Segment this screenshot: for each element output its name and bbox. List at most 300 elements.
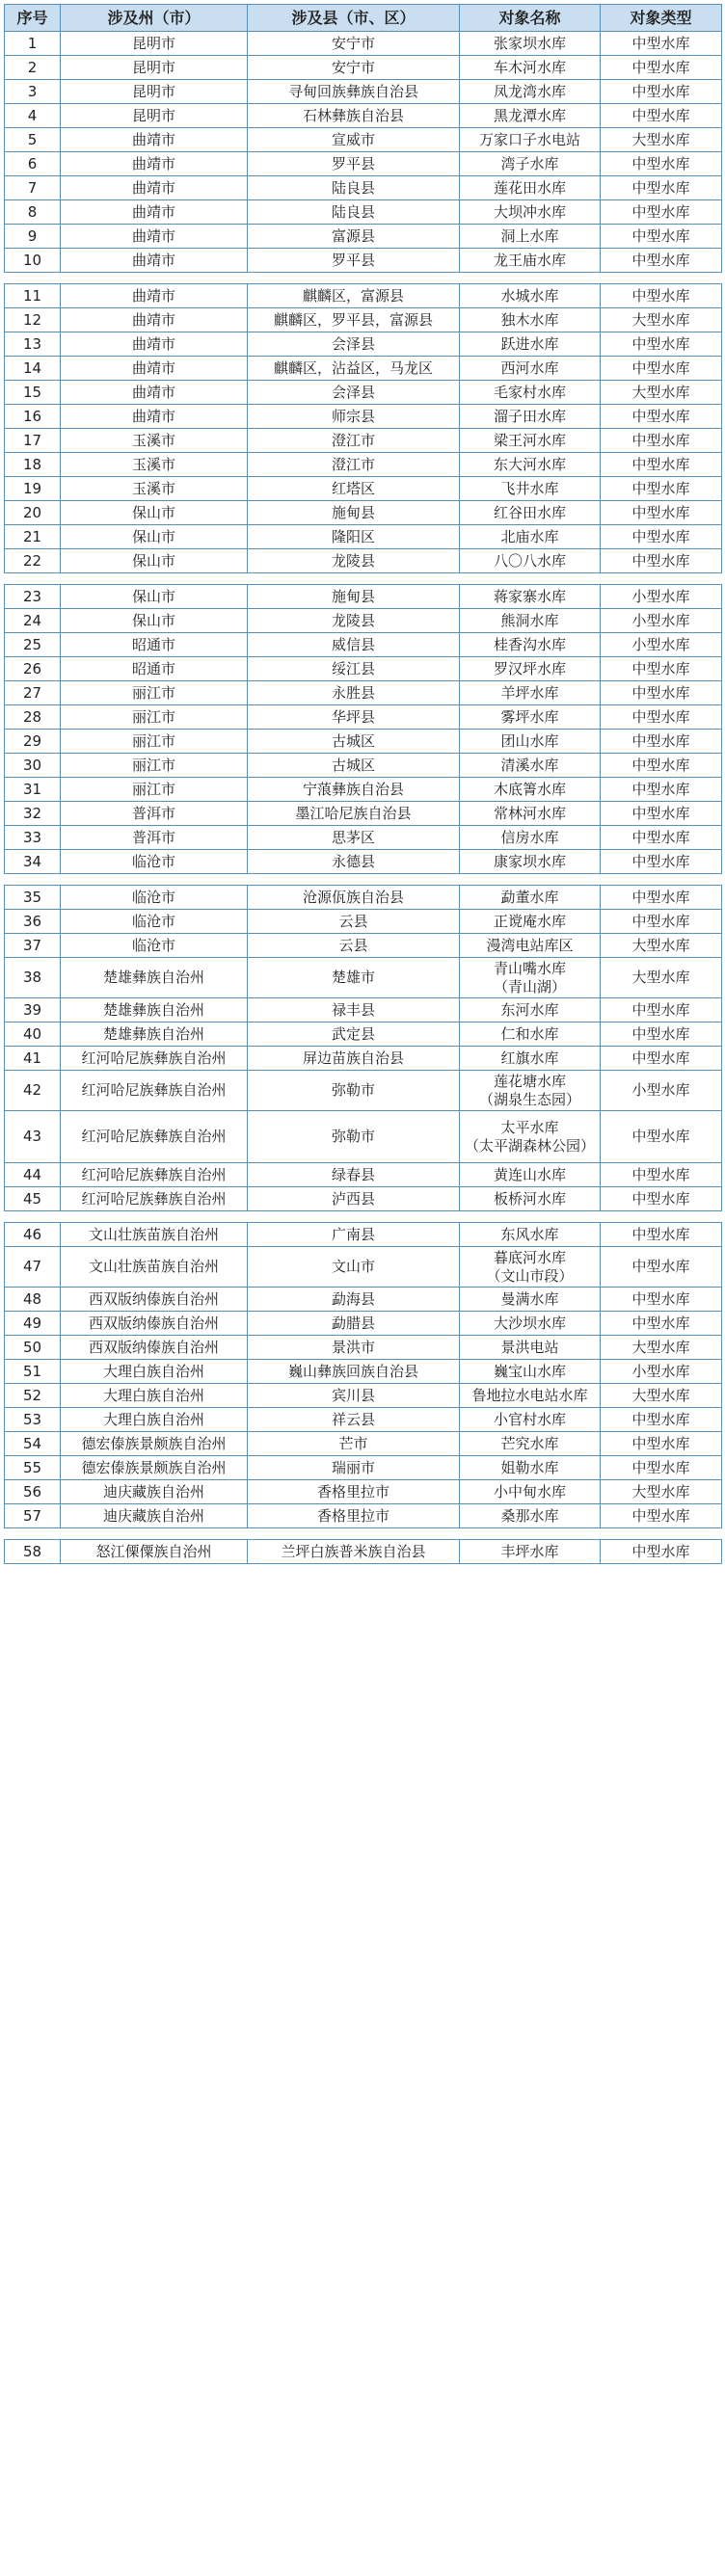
cell-county: 禄丰县	[248, 998, 460, 1022]
cell-object-type: 中型水库	[601, 1408, 722, 1432]
cell-county: 施甸县	[248, 501, 460, 525]
table-row	[5, 1384, 722, 1408]
cell-row-number: 42	[5, 1071, 61, 1111]
cell-object-type: 中型水库	[601, 778, 722, 802]
cell-county: 石林彝族自治县	[248, 104, 460, 128]
cell-object-type: 中型水库	[601, 910, 722, 934]
cell-row-number: 26	[5, 657, 61, 681]
cell-row-number: 17	[5, 429, 61, 453]
table-row	[5, 152, 722, 176]
cell-object-name: 洞上水库	[460, 225, 601, 249]
cell-object-type: 小型水库	[601, 585, 722, 609]
cell-object-name: 黑龙潭水库	[460, 104, 601, 128]
cell-object-type: 大型水库	[601, 1384, 722, 1408]
cell-row-number: 14	[5, 357, 61, 381]
table-row	[5, 225, 722, 249]
cell-object-name: 莲花塘水库 （湖泉生态园）	[460, 1071, 601, 1111]
cell-object-type: 中型水库	[601, 453, 722, 477]
table-row	[5, 1360, 722, 1384]
table-row	[5, 1408, 722, 1432]
cell-object-type: 中型水库	[601, 1504, 722, 1528]
header-county: 涉及县（市、区）	[248, 5, 460, 32]
cell-prefecture: 保山市	[61, 585, 248, 609]
cell-object-name: 桑那水库	[460, 1504, 601, 1528]
cell-row-number: 22	[5, 549, 61, 573]
cell-object-type: 中型水库	[601, 152, 722, 176]
cell-prefecture: 临沧市	[61, 886, 248, 910]
cell-object-name: 勐董水库	[460, 886, 601, 910]
cell-row-number: 36	[5, 910, 61, 934]
cell-object-name: 暮底河水库 （文山市段）	[460, 1247, 601, 1288]
table-row	[5, 80, 722, 104]
cell-object-type: 中型水库	[601, 225, 722, 249]
table-row	[5, 308, 722, 332]
cell-object-type: 中型水库	[601, 1247, 722, 1288]
cell-prefecture: 红河哈尼族彝族自治州	[61, 1163, 248, 1187]
cell-object-type: 中型水库	[601, 32, 722, 56]
cell-prefecture: 曲靖市	[61, 308, 248, 332]
cell-object-name: 太平水库 （太平湖森林公园）	[460, 1111, 601, 1163]
cell-prefecture: 大理白族自治州	[61, 1408, 248, 1432]
cell-row-number: 58	[5, 1540, 61, 1564]
cell-county: 勐腊县	[248, 1312, 460, 1336]
cell-county: 龙陵县	[248, 549, 460, 573]
cell-county: 弥勒市	[248, 1111, 460, 1163]
cell-county: 施甸县	[248, 585, 460, 609]
cell-row-number: 30	[5, 754, 61, 778]
table-row	[5, 1540, 722, 1564]
cell-county: 会泽县	[248, 381, 460, 405]
table-section-1	[4, 4, 722, 273]
cell-prefecture: 曲靖市	[61, 284, 248, 308]
cell-row-number: 10	[5, 249, 61, 273]
cell-prefecture: 文山壮族苗族自治州	[61, 1247, 248, 1288]
cell-row-number: 23	[5, 585, 61, 609]
cell-object-type: 中型水库	[601, 1312, 722, 1336]
cell-object-name: 梁王河水库	[460, 429, 601, 453]
cell-county: 祥云县	[248, 1408, 460, 1432]
cell-object-name: 八〇八水库	[460, 549, 601, 573]
cell-county: 龙陵县	[248, 609, 460, 633]
cell-object-type: 小型水库	[601, 609, 722, 633]
cell-object-name: 湾子水库	[460, 152, 601, 176]
cell-row-number: 21	[5, 525, 61, 549]
cell-object-type: 中型水库	[601, 1456, 722, 1480]
cell-object-type: 中型水库	[601, 1163, 722, 1187]
cell-object-name: 姐勒水库	[460, 1456, 601, 1480]
cell-object-type: 中型水库	[601, 1288, 722, 1312]
cell-object-type: 中型水库	[601, 200, 722, 225]
cell-object-type: 大型水库	[601, 1336, 722, 1360]
table-row	[5, 657, 722, 681]
cell-county: 麒麟区，沾益区，马龙区	[248, 357, 460, 381]
cell-row-number: 15	[5, 381, 61, 405]
cell-prefecture: 曲靖市	[61, 176, 248, 200]
table-row	[5, 1247, 722, 1288]
table-row	[5, 200, 722, 225]
cell-object-type: 中型水库	[601, 477, 722, 501]
cell-county: 屏边苗族自治县	[248, 1047, 460, 1071]
cell-object-name: 溜子田水库	[460, 405, 601, 429]
cell-object-type: 中型水库	[601, 429, 722, 453]
cell-county: 麒麟区，罗平县，富源县	[248, 308, 460, 332]
cell-object-name: 大沙坝水库	[460, 1312, 601, 1336]
cell-object-name: 西河水库	[460, 357, 601, 381]
table-row	[5, 778, 722, 802]
cell-prefecture: 红河哈尼族彝族自治州	[61, 1071, 248, 1111]
cell-object-type: 中型水库	[601, 1187, 722, 1211]
table-row	[5, 284, 722, 308]
cell-prefecture: 曲靖市	[61, 357, 248, 381]
cell-row-number: 29	[5, 730, 61, 754]
cell-prefecture: 玉溪市	[61, 453, 248, 477]
cell-object-name: 常林河水库	[460, 802, 601, 826]
cell-prefecture: 昭通市	[61, 633, 248, 657]
cell-prefecture: 西双版纳傣族自治州	[61, 1288, 248, 1312]
cell-prefecture: 红河哈尼族彝族自治州	[61, 1187, 248, 1211]
cell-row-number: 40	[5, 1022, 61, 1047]
cell-object-name: 漫湾电站库区	[460, 934, 601, 958]
cell-object-type: 小型水库	[601, 1071, 722, 1111]
cell-county: 勐海县	[248, 1288, 460, 1312]
cell-row-number: 4	[5, 104, 61, 128]
cell-county: 香格里拉市	[248, 1480, 460, 1504]
cell-prefecture: 普洱市	[61, 802, 248, 826]
cell-object-name: 东大河水库	[460, 453, 601, 477]
table-row	[5, 826, 722, 850]
cell-prefecture: 丽江市	[61, 778, 248, 802]
cell-row-number: 2	[5, 56, 61, 80]
cell-object-type: 大型水库	[601, 934, 722, 958]
cell-object-name: 蒋家寨水库	[460, 585, 601, 609]
cell-object-name: 清溪水库	[460, 754, 601, 778]
cell-object-name: 红谷田水库	[460, 501, 601, 525]
header-prefecture: 涉及州（市）	[61, 5, 248, 32]
cell-row-number: 5	[5, 128, 61, 152]
cell-row-number: 1	[5, 32, 61, 56]
cell-prefecture: 玉溪市	[61, 477, 248, 501]
cell-row-number: 16	[5, 405, 61, 429]
cell-row-number: 12	[5, 308, 61, 332]
cell-prefecture: 文山壮族苗族自治州	[61, 1223, 248, 1247]
table-row	[5, 381, 722, 405]
cell-row-number: 41	[5, 1047, 61, 1071]
cell-row-number: 57	[5, 1504, 61, 1528]
cell-object-type: 小型水库	[601, 633, 722, 657]
table-row	[5, 501, 722, 525]
cell-row-number: 27	[5, 681, 61, 705]
cell-prefecture: 大理白族自治州	[61, 1360, 248, 1384]
cell-county: 广南县	[248, 1223, 460, 1247]
cell-county: 会泽县	[248, 332, 460, 357]
cell-prefecture: 丽江市	[61, 705, 248, 730]
cell-object-type: 中型水库	[601, 104, 722, 128]
cell-prefecture: 德宏傣族景颇族自治州	[61, 1456, 248, 1480]
cell-object-type: 中型水库	[601, 998, 722, 1022]
cell-county: 沧源佤族自治县	[248, 886, 460, 910]
cell-county: 宾川县	[248, 1384, 460, 1408]
cell-county: 古城区	[248, 754, 460, 778]
cell-row-number: 18	[5, 453, 61, 477]
table-section-6	[4, 1539, 722, 1564]
cell-object-name: 丰坪水库	[460, 1540, 601, 1564]
cell-county: 巍山彝族回族自治县	[248, 1360, 460, 1384]
cell-prefecture: 迪庆藏族自治州	[61, 1504, 248, 1528]
cell-object-type: 小型水库	[601, 1360, 722, 1384]
cell-object-name: 独木水库	[460, 308, 601, 332]
cell-county: 云县	[248, 910, 460, 934]
table-row	[5, 609, 722, 633]
cell-prefecture: 临沧市	[61, 934, 248, 958]
table-section-3	[4, 584, 722, 874]
cell-row-number: 39	[5, 998, 61, 1022]
cell-object-type: 中型水库	[601, 1223, 722, 1247]
cell-prefecture: 西双版纳傣族自治州	[61, 1312, 248, 1336]
cell-object-name: 团山水库	[460, 730, 601, 754]
cell-prefecture: 西双版纳傣族自治州	[61, 1336, 248, 1360]
cell-object-type: 中型水库	[601, 357, 722, 381]
cell-county: 景洪市	[248, 1336, 460, 1360]
cell-county: 瑞丽市	[248, 1456, 460, 1480]
cell-prefecture: 昆明市	[61, 104, 248, 128]
cell-prefecture: 昆明市	[61, 32, 248, 56]
table-row	[5, 104, 722, 128]
table-row	[5, 958, 722, 998]
table-row	[5, 56, 722, 80]
cell-row-number: 19	[5, 477, 61, 501]
cell-object-name: 大坝冲水库	[460, 200, 601, 225]
cell-county: 思茅区	[248, 826, 460, 850]
cell-row-number: 43	[5, 1111, 61, 1163]
table-section-4	[4, 885, 722, 1211]
cell-prefecture: 曲靖市	[61, 200, 248, 225]
cell-prefecture: 楚雄彝族自治州	[61, 998, 248, 1022]
cell-row-number: 48	[5, 1288, 61, 1312]
cell-object-type: 中型水库	[601, 1111, 722, 1163]
cell-object-name: 黄连山水库	[460, 1163, 601, 1187]
cell-prefecture: 临沧市	[61, 910, 248, 934]
cell-row-number: 34	[5, 850, 61, 874]
cell-county: 安宁市	[248, 56, 460, 80]
cell-prefecture: 普洱市	[61, 826, 248, 850]
cell-county: 罗平县	[248, 249, 460, 273]
cell-object-name: 桂香沟水库	[460, 633, 601, 657]
table-row	[5, 1187, 722, 1211]
cell-row-number: 51	[5, 1360, 61, 1384]
table-row	[5, 525, 722, 549]
cell-row-number: 47	[5, 1247, 61, 1288]
cell-object-name: 凤龙湾水库	[460, 80, 601, 104]
cell-prefecture: 曲靖市	[61, 381, 248, 405]
cell-object-name: 张家坝水库	[460, 32, 601, 56]
cell-county: 芒市	[248, 1432, 460, 1456]
cell-object-type: 中型水库	[601, 681, 722, 705]
table-row	[5, 249, 722, 273]
table-row	[5, 585, 722, 609]
cell-object-name: 水城水库	[460, 284, 601, 308]
cell-county: 绿春县	[248, 1163, 460, 1187]
cell-county: 安宁市	[248, 32, 460, 56]
cell-row-number: 9	[5, 225, 61, 249]
table-row	[5, 1480, 722, 1504]
cell-prefecture: 迪庆藏族自治州	[61, 1480, 248, 1504]
cell-row-number: 24	[5, 609, 61, 633]
table-row	[5, 910, 722, 934]
cell-object-type: 中型水库	[601, 405, 722, 429]
cell-prefecture: 曲靖市	[61, 128, 248, 152]
table-row	[5, 549, 722, 573]
table-row	[5, 332, 722, 357]
cell-object-type: 大型水库	[601, 381, 722, 405]
cell-row-number: 32	[5, 802, 61, 826]
table-row	[5, 1163, 722, 1187]
cell-prefecture: 昭通市	[61, 657, 248, 681]
cell-prefecture: 曲靖市	[61, 332, 248, 357]
cell-county: 澄江市	[248, 429, 460, 453]
cell-object-name: 北庙水库	[460, 525, 601, 549]
cell-county: 隆阳区	[248, 525, 460, 549]
cell-prefecture: 昆明市	[61, 80, 248, 104]
cell-object-type: 中型水库	[601, 501, 722, 525]
cell-object-type: 大型水库	[601, 958, 722, 998]
table-row	[5, 477, 722, 501]
cell-row-number: 38	[5, 958, 61, 998]
table-row	[5, 1288, 722, 1312]
cell-object-name: 正谠庵水库	[460, 910, 601, 934]
cell-object-name: 车木河水库	[460, 56, 601, 80]
cell-county: 澄江市	[248, 453, 460, 477]
cell-prefecture: 昆明市	[61, 56, 248, 80]
table-row	[5, 1022, 722, 1047]
cell-row-number: 35	[5, 886, 61, 910]
table-row	[5, 128, 722, 152]
cell-object-type: 中型水库	[601, 249, 722, 273]
cell-prefecture: 红河哈尼族彝族自治州	[61, 1047, 248, 1071]
cell-row-number: 55	[5, 1456, 61, 1480]
table-row	[5, 32, 722, 56]
cell-object-name: 东风水库	[460, 1223, 601, 1247]
cell-object-type: 中型水库	[601, 549, 722, 573]
cell-object-name: 青山嘴水库 （青山湖）	[460, 958, 601, 998]
table-row	[5, 850, 722, 874]
cell-object-type: 大型水库	[601, 1480, 722, 1504]
table-header-row	[5, 5, 722, 32]
cell-object-type: 中型水库	[601, 1432, 722, 1456]
table-row	[5, 176, 722, 200]
cell-county: 兰坪白族普米族自治县	[248, 1540, 460, 1564]
cell-row-number: 3	[5, 80, 61, 104]
cell-object-name: 跃进水库	[460, 332, 601, 357]
cell-prefecture: 楚雄彝族自治州	[61, 1022, 248, 1047]
cell-object-type: 中型水库	[601, 657, 722, 681]
table-row	[5, 1071, 722, 1111]
cell-prefecture: 怒江傈僳族自治州	[61, 1540, 248, 1564]
cell-county: 楚雄市	[248, 958, 460, 998]
table-row	[5, 802, 722, 826]
table-row	[5, 681, 722, 705]
cell-prefecture: 丽江市	[61, 681, 248, 705]
table-row	[5, 1312, 722, 1336]
cell-prefecture: 保山市	[61, 501, 248, 525]
table-row	[5, 705, 722, 730]
cell-row-number: 31	[5, 778, 61, 802]
cell-object-name: 鲁地拉水电站水库	[460, 1384, 601, 1408]
cell-object-name: 康家坝水库	[460, 850, 601, 874]
cell-county: 文山市	[248, 1247, 460, 1288]
cell-county: 永胜县	[248, 681, 460, 705]
cell-object-name: 罗汉坪水库	[460, 657, 601, 681]
cell-object-name: 仁和水库	[460, 1022, 601, 1047]
cell-row-number: 50	[5, 1336, 61, 1360]
cell-object-name: 飞井水库	[460, 477, 601, 501]
cell-row-number: 33	[5, 826, 61, 850]
table-row	[5, 357, 722, 381]
cell-object-type: 中型水库	[601, 332, 722, 357]
table-row	[5, 453, 722, 477]
cell-county: 香格里拉市	[248, 1504, 460, 1528]
cell-county: 武定县	[248, 1022, 460, 1047]
cell-county: 陆良县	[248, 200, 460, 225]
cell-county: 师宗县	[248, 405, 460, 429]
cell-row-number: 13	[5, 332, 61, 357]
table-row	[5, 429, 722, 453]
table-row	[5, 998, 722, 1022]
cell-object-name: 熊洞水库	[460, 609, 601, 633]
cell-object-type: 中型水库	[601, 730, 722, 754]
cell-object-name: 莲花田水库	[460, 176, 601, 200]
cell-object-type: 中型水库	[601, 826, 722, 850]
cell-object-name: 巍宝山水库	[460, 1360, 601, 1384]
cell-object-name: 万家口子水电站	[460, 128, 601, 152]
cell-row-number: 37	[5, 934, 61, 958]
table-row	[5, 934, 722, 958]
cell-prefecture: 曲靖市	[61, 225, 248, 249]
cell-county: 云县	[248, 934, 460, 958]
cell-county: 麒麟区，富源县	[248, 284, 460, 308]
cell-row-number: 44	[5, 1163, 61, 1187]
cell-county: 富源县	[248, 225, 460, 249]
cell-row-number: 28	[5, 705, 61, 730]
cell-county: 宣威市	[248, 128, 460, 152]
cell-object-name: 毛家村水库	[460, 381, 601, 405]
cell-object-type: 中型水库	[601, 754, 722, 778]
cell-row-number: 54	[5, 1432, 61, 1456]
cell-prefecture: 临沧市	[61, 850, 248, 874]
cell-prefecture: 玉溪市	[61, 429, 248, 453]
cell-county: 墨江哈尼族自治县	[248, 802, 460, 826]
header-object-type: 对象类型	[601, 5, 722, 32]
cell-county: 威信县	[248, 633, 460, 657]
cell-row-number: 20	[5, 501, 61, 525]
table-row	[5, 1223, 722, 1247]
cell-object-name: 信房水库	[460, 826, 601, 850]
cell-object-type: 中型水库	[601, 1022, 722, 1047]
cell-object-type: 中型水库	[601, 886, 722, 910]
cell-object-type: 中型水库	[601, 850, 722, 874]
cell-prefecture: 丽江市	[61, 754, 248, 778]
cell-county: 泸西县	[248, 1187, 460, 1211]
cell-county: 永德县	[248, 850, 460, 874]
cell-county: 陆良县	[248, 176, 460, 200]
table-section-5	[4, 1222, 722, 1528]
cell-county: 华坪县	[248, 705, 460, 730]
cell-object-type: 中型水库	[601, 1047, 722, 1071]
cell-prefecture: 楚雄彝族自治州	[61, 958, 248, 998]
cell-object-type: 中型水库	[601, 705, 722, 730]
cell-row-number: 7	[5, 176, 61, 200]
table-row	[5, 1047, 722, 1071]
table-row	[5, 754, 722, 778]
